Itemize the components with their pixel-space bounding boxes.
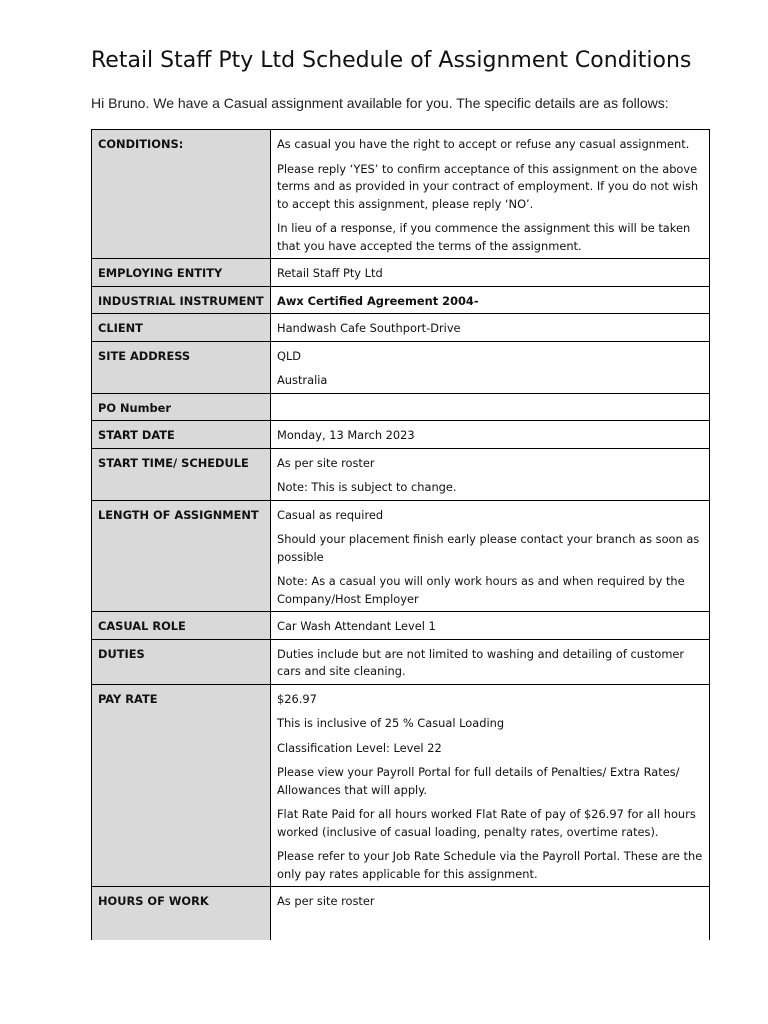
table-row	[92, 314, 710, 342]
row-value	[271, 639, 710, 684]
row-label: LENGTH OF ASSIGNMENT	[92, 500, 271, 612]
assignment-conditions-table	[91, 129, 710, 940]
row-label: HOURS OF WORK	[92, 887, 271, 941]
value-line: Note: As a casual you will only work hours as and when required by the Company/Host Employer	[277, 574, 685, 606]
row-value	[271, 341, 710, 393]
value-line: Should your placement finish early please contact your branch as soon as possible	[277, 532, 700, 564]
row-value	[271, 448, 710, 500]
row-value	[271, 421, 710, 449]
row-label: START TIME/ SCHEDULE	[92, 448, 271, 500]
row-value	[271, 314, 710, 342]
value-line: Handwash Cafe Southport-Drive	[277, 321, 461, 335]
row-label: SITE ADDRESS	[92, 341, 271, 393]
table-row	[92, 393, 710, 421]
row-label: CLIENT	[92, 314, 271, 342]
value-line: This is inclusive of 25 % Casual Loading	[277, 716, 505, 730]
value-line: $26.97	[277, 691, 317, 706]
value-line: Duties include but are not limited to washing and detailing of customer cars and site cleaning.	[277, 646, 685, 678]
value-line	[277, 400, 703, 417]
row-value	[271, 612, 710, 640]
value-line: Please reply ‘YES’ to confirm acceptance of this assignment on the above terms and as provided in your contract of employment. If you do not wish to accept this assignment, please reply ‘NO’.	[277, 161, 699, 211]
row-label: INDUSTRIAL INSTRUMENT	[92, 286, 271, 314]
value-line: In lieu of a response, if you commence the assignment this will be taken that you have accepted the terms of the assignment.	[277, 221, 691, 253]
row-value	[271, 130, 710, 259]
value-line: Awx Certified Agreement 2004-	[277, 293, 479, 308]
value-line: QLD	[277, 348, 302, 363]
table-row	[92, 341, 710, 393]
value-line: As per site roster	[277, 894, 375, 908]
value-line: Casual as required	[277, 507, 384, 522]
table-row	[92, 448, 710, 500]
value-line: Please refer to your Job Rate Schedule via the Payroll Portal. These are the only pay rates applicable for this assignment.	[277, 849, 703, 881]
value-line: Monday, 13 March 2023	[277, 428, 415, 442]
row-value	[271, 259, 710, 287]
value-line: As per site roster	[277, 455, 375, 470]
table-row	[92, 684, 710, 887]
value-line: Retail Staff Pty Ltd	[277, 266, 383, 280]
row-label: EMPLOYING ENTITY	[92, 259, 271, 287]
table-row	[92, 639, 710, 684]
value-line: Australia	[277, 373, 328, 387]
intro-text: Hi Bruno. We have a Casual assignment available for you. The specific details are as follows:	[91, 95, 669, 111]
row-value	[271, 500, 710, 612]
row-value	[271, 887, 710, 941]
table-row	[92, 612, 710, 640]
document-title: Retail Staff Pty Ltd Schedule of Assignment Conditions	[91, 48, 692, 73]
value-line: Flat Rate Paid for all hours worked Flat Rate of pay of $26.97 for all hours worked (inclusive of casual loading, penalty rates, overtime rates).	[277, 807, 696, 839]
value-line: Note: This is subject to change.	[277, 480, 457, 494]
table-row	[92, 286, 710, 314]
row-label: CONDITIONS:	[92, 130, 271, 259]
row-label: PO Number	[92, 393, 271, 421]
value-line: Classification Level: Level 22	[277, 740, 442, 755]
table-row	[92, 887, 710, 941]
value-line: Please view your Payroll Portal for full details of Penalties/ Extra Rates/ Allowances that will apply.	[277, 765, 680, 797]
row-label: CASUAL ROLE	[92, 612, 271, 640]
value-line: As casual you have the right to accept or refuse any casual assignment.	[277, 137, 690, 151]
row-label: PAY RATE	[92, 684, 271, 887]
value-line: Car Wash Attendant Level 1	[277, 619, 436, 633]
row-label: START DATE	[92, 421, 271, 449]
table-row	[92, 421, 710, 449]
row-value	[271, 393, 710, 421]
table-row	[92, 500, 710, 612]
table-row	[92, 259, 710, 287]
row-value	[271, 684, 710, 887]
table-row	[92, 130, 710, 259]
row-value	[271, 286, 710, 314]
row-label: DUTIES	[92, 639, 271, 684]
